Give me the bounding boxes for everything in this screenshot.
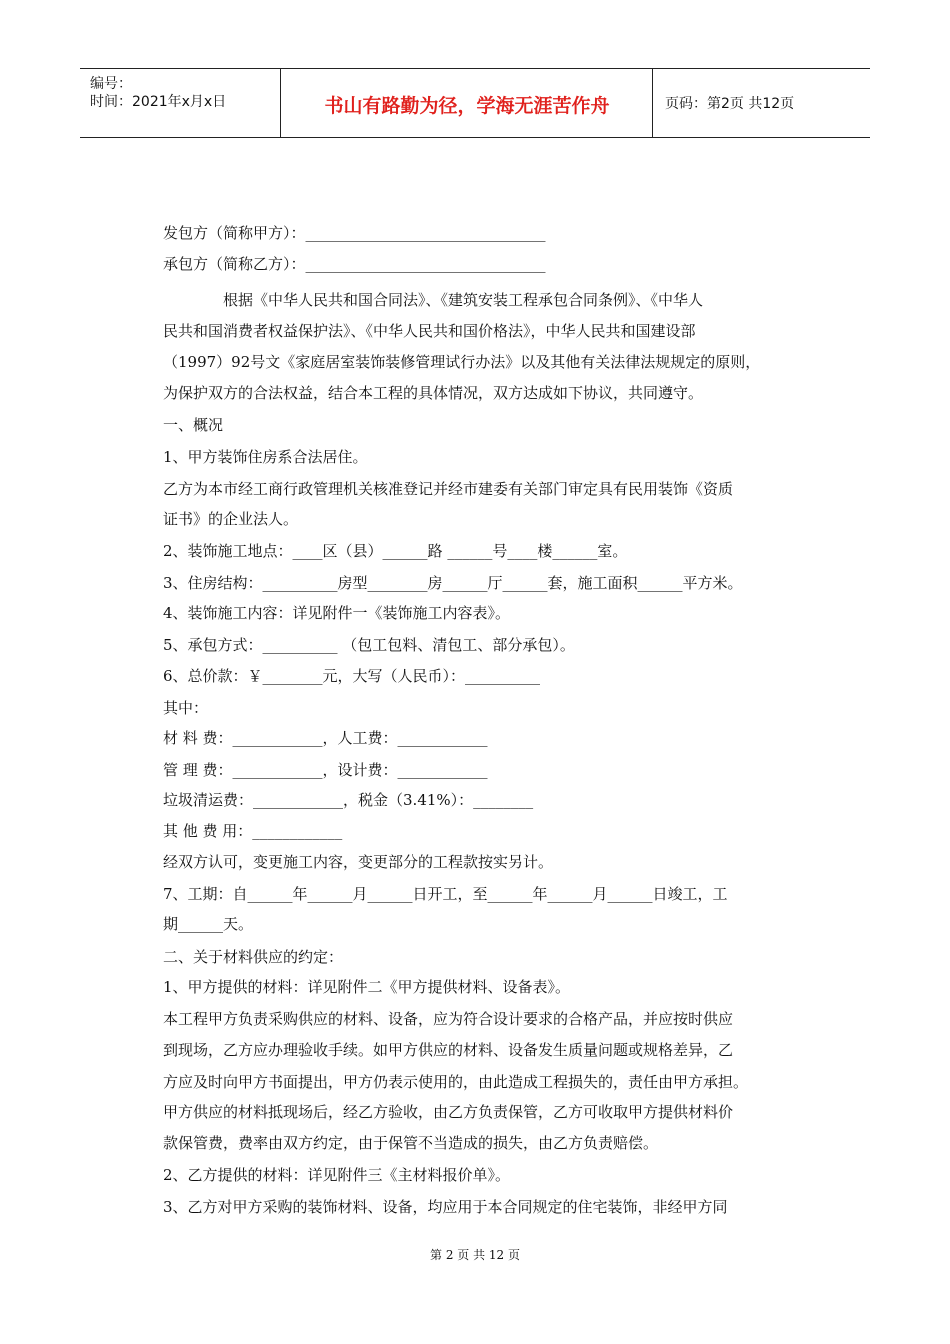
text-line: 4、装饰施工内容：详见附件一《装饰施工内容表》。 [163, 604, 511, 622]
text-line: 一、概况 [163, 416, 224, 434]
time-label: 时间：2021年x月x日 [90, 94, 227, 110]
text-line: 方应及时向甲方书面提出，甲方仍表示使用的，由此造成工程损失的，责任由甲方承担。 [163, 1073, 749, 1091]
text-line: 6、总价款：￥________元，大写（人民币）：__________ [163, 667, 541, 685]
text-line: 甲方供应的材料抵现场后，经乙方验收，由乙方负责保管，乙方可收取甲方提供材料价 [163, 1103, 734, 1121]
text-line: 承包方（简称乙方）：________________________________ [163, 255, 546, 273]
text-line: 发包方（简称甲方）：________________________________ [163, 224, 546, 242]
text-line: 材 料 费：____________，人工费：____________ [163, 729, 488, 747]
text-line: 民共和国消费者权益保护法》、《中华人民共和国价格法》，中华人民共和国建设部 [163, 322, 696, 340]
text-line: 为保护双方的合法权益，结合本工程的具体情况，双方达成如下协议，共同遵守。 [163, 384, 704, 402]
text-line: 本工程甲方负责采购供应的材料、设备，应为符合设计要求的合格产品，并应按时供应 [163, 1010, 734, 1028]
text-line: 二、关于材料供应的约定： [163, 948, 344, 966]
text-line: 证书》的企业法人。 [163, 510, 299, 528]
motto-text: 书山有路勤为径，学海无涯苦作舟 [324, 95, 610, 117]
page-footer: 第 2 页 共 12 页 [430, 1248, 520, 1262]
text-line: 根据《中华人民共和国合同法》、《建筑安装工程承包合同条例》、《中华人 [163, 291, 704, 309]
number-label: 编号： [90, 76, 132, 92]
header-motto-cell [282, 69, 653, 137]
text-line: 乙方为本市经工商行政管理机关核准登记并经市建委有关部门审定具有民用装饰《资质 [163, 480, 734, 498]
document-header [80, 68, 870, 138]
text-line: 垃圾清运费：____________，税金（3.41%）：________ [163, 791, 534, 809]
text-line: 期______天。 [163, 915, 254, 933]
text-line: 5、承包方式：__________ （包工包料、清包工、部分承包）。 [163, 636, 575, 654]
text-line: 款保管费，费率由双方约定，由于保管不当造成的损失，由乙方负责赔偿。 [163, 1134, 659, 1152]
text-line: 经双方认可，变更施工内容，变更部分的工程款按实另计。 [163, 853, 554, 871]
text-line: 7、工期：自______年______月______日开工，至______年______月______日竣工，工 [163, 885, 728, 903]
text-line: （1997）92号文《家庭居室装饰装修管理试行办法》以及其他有关法律法规规定的原则， [163, 353, 761, 371]
text-line: 2、乙方提供的材料：详见附件三《主材料报价单》。 [163, 1166, 511, 1184]
text-line: 1、甲方装饰住房系合法居住。 [163, 448, 368, 466]
header-meta-cell [80, 69, 281, 137]
text-line: 管 理 费：____________，设计费：____________ [163, 761, 488, 779]
text-line: 1、甲方提供的材料：详见附件二《甲方提供材料、设备表》。 [163, 978, 571, 996]
page-info: 页码：第2页 共12页 [665, 96, 795, 112]
text-line: 3、住房结构：__________房型________房______厅______套，施工面积______平方米。 [163, 574, 743, 592]
text-line: 其 他 费 用：____________ [163, 822, 343, 840]
text-line: 3、乙方对甲方采购的装饰材料、设备，均应用于本合同规定的住宅装饰，非经甲方同 [163, 1198, 728, 1216]
text-line: 到现场，乙方应办理验收手续。如甲方供应的材料、设备发生质量问题或规格差异，乙 [163, 1041, 734, 1059]
text-line: 2、装饰施工地点：____区（县）______路 ______号____楼______室。 [163, 542, 628, 560]
text-line: 其中： [163, 699, 209, 717]
